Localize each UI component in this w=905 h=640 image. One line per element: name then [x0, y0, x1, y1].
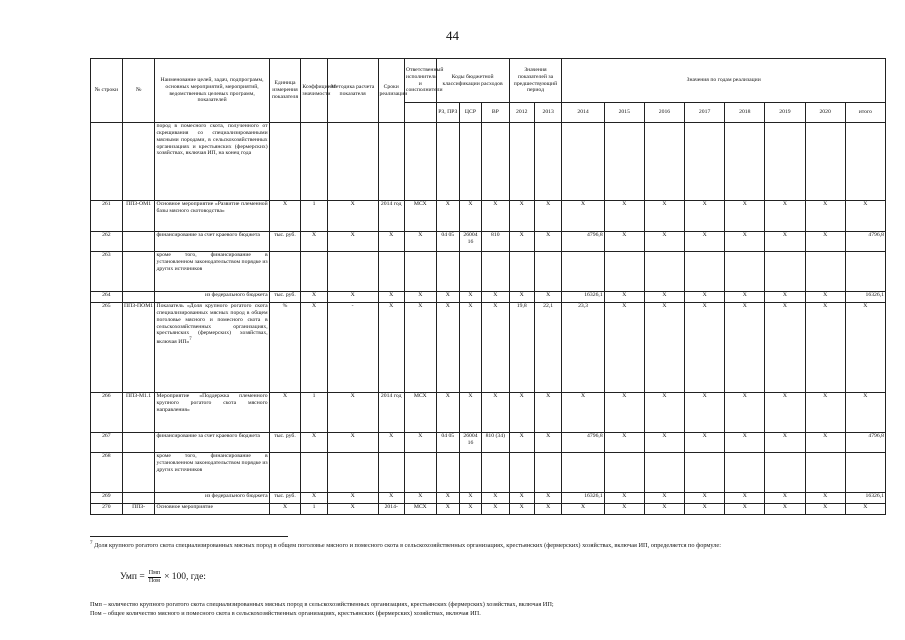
cell-2019: X — [765, 232, 805, 252]
cell-2013: X — [534, 504, 562, 515]
cell-2020: X — [805, 504, 845, 515]
row-name: пород в помесного скота, полученного от скрещивания со специализированными мясными породами, в сельскохозяйственных организациях и крестьянских (фермерских) хозяйствах, включая ИП, на конец года — [155, 123, 269, 201]
cell-coef: X — [301, 493, 327, 504]
cell-2020: X — [805, 433, 845, 453]
cell-coef: 1 — [301, 504, 327, 515]
page-number: 44 — [446, 28, 459, 43]
cell-2019: X — [765, 303, 805, 393]
cell-resp: МСХ — [404, 393, 436, 433]
cell-2018: X — [725, 303, 765, 393]
cell-2019: X — [765, 393, 805, 433]
cell-rz: X — [436, 393, 459, 433]
formula-fraction — [148, 570, 161, 584]
cell-2014: 16326,1 — [562, 292, 604, 303]
row-number: 267 — [91, 433, 123, 453]
cell-2013: X — [534, 201, 562, 232]
formula-numerator: Пмп — [148, 570, 161, 576]
header-y2012: 2012 — [509, 103, 534, 123]
formula-lhs: Умп = — [120, 572, 145, 583]
footnote-mark: 7 — [90, 541, 93, 546]
cell-term: X — [378, 292, 404, 303]
cell-2019: X — [765, 504, 805, 515]
cell-2019: X — [765, 201, 805, 232]
table-row — [91, 252, 886, 292]
cell-unit: X — [269, 504, 301, 515]
footnote-body: Доля крупного рогатого скота специализированных мясных пород в общем поголовье мясного и помесного скота в сельскохозяйственных организациях, крестьянских (фермерских) хозяйствах, включая ИП, определяется по формуле: — [94, 542, 721, 550]
header-y2020: 2020 — [805, 103, 845, 123]
header-name: Наименование целей, задач, подпрограмм, основных мероприятий, мероприятий, ведомственных целевых программ, показателей — [155, 59, 269, 123]
cell-rz: X — [436, 504, 459, 515]
cell-csr: X — [459, 303, 481, 393]
cell-2012: X — [509, 232, 534, 252]
cell-total: 4796,8 — [845, 433, 885, 453]
cell-2020: X — [805, 493, 845, 504]
cell-2016: X — [644, 232, 684, 252]
footnote-divider — [90, 536, 288, 537]
cell-vr: X — [482, 201, 509, 232]
cell-2014: 4796,8 — [562, 232, 604, 252]
cell-2015: X — [604, 292, 644, 303]
row-number: 270 — [91, 504, 123, 515]
cell-csr: X — [459, 493, 481, 504]
cell-resp: X — [404, 433, 436, 453]
cell-rz: X — [436, 292, 459, 303]
cell-vr: X — [482, 393, 509, 433]
row-number: 268 — [91, 453, 123, 493]
cell-resp: X — [404, 232, 436, 252]
table-row — [91, 393, 886, 433]
cell-2012: X — [509, 433, 534, 453]
cell-method: X — [327, 433, 378, 453]
row-name: финансирование за счет краевого бюджета — [155, 232, 269, 252]
row-name: Основное мероприятие «Развитие племенной базы мясного скотоводства» — [155, 201, 269, 232]
table-row — [91, 292, 886, 303]
row-name: из федерального бюджета — [155, 292, 269, 303]
cell-coef: 1 — [301, 201, 327, 232]
cell-csr: 26004 16 — [459, 433, 481, 453]
table-row — [91, 453, 886, 493]
header-coef: Коэффициент значимости — [301, 59, 327, 123]
cell-rz: X — [436, 493, 459, 504]
formula-denominator: Пом — [148, 577, 160, 584]
table-row — [91, 232, 886, 252]
cell-coef: 1 — [301, 393, 327, 433]
row-name: из федерального бюджета — [155, 493, 269, 504]
cell-2014: X — [562, 201, 604, 232]
cell-2019: X — [765, 292, 805, 303]
cell-2018: X — [725, 393, 765, 433]
cell-2020: X — [805, 292, 845, 303]
formula-legend — [90, 601, 880, 618]
cell-method: - — [327, 303, 378, 393]
row-name — [155, 303, 269, 393]
cell-2015: X — [604, 433, 644, 453]
cell-2018: X — [725, 232, 765, 252]
cell-unit: тыс. руб. — [269, 232, 301, 252]
formula — [120, 570, 206, 584]
header-no: № — [122, 59, 155, 123]
cell-term: X — [378, 232, 404, 252]
cell-total: X — [845, 393, 885, 433]
cell-coef: X — [301, 232, 327, 252]
row-name: Мероприятие «Поддержка племенного крупного рогатого скота мясного направления» — [155, 393, 269, 433]
row-code: ППЗ-ПОМ1 — [122, 303, 155, 393]
table-row — [91, 303, 886, 393]
header-y2018: 2018 — [725, 103, 765, 123]
cell-2017: X — [685, 303, 725, 393]
header-y2019: 2019 — [765, 103, 805, 123]
cell-2016: X — [644, 433, 684, 453]
program-table — [90, 58, 886, 515]
cell-csr: 26004 16 — [459, 232, 481, 252]
footnote-ref: 7 — [189, 337, 192, 343]
cell-2014: X — [562, 393, 604, 433]
cell-vr: 810 — [482, 232, 509, 252]
cell-2015: X — [604, 232, 644, 252]
header-y2017: 2017 — [685, 103, 725, 123]
header-codes: Коды бюджетной классификации расходов — [436, 59, 509, 103]
cell-coef: X — [301, 292, 327, 303]
cell-term: 2014 год — [378, 393, 404, 433]
cell-2013: X — [534, 393, 562, 433]
cell-method: X — [327, 232, 378, 252]
cell-2014: 4796,8 — [562, 433, 604, 453]
cell-total: X — [845, 504, 885, 515]
cell-unit: % — [269, 303, 301, 393]
table-row — [91, 433, 886, 453]
header-rz: РЗ, ПРЗ — [436, 103, 459, 123]
cell-2017: X — [685, 504, 725, 515]
header-term: Сроки реализации — [378, 59, 404, 123]
cell-2012: X — [509, 201, 534, 232]
cell-2017: X — [685, 493, 725, 504]
cell-total: X — [845, 201, 885, 232]
cell-vr: X — [482, 493, 509, 504]
cell-term: 2014- — [378, 504, 404, 515]
cell-term: X — [378, 493, 404, 504]
row-name: кроме того, финансирование в установленном законодательством порядке из других источников — [155, 252, 269, 292]
cell-2016: X — [644, 393, 684, 433]
header-resp: Ответственный исполнитель и соисполнители — [404, 59, 436, 103]
cell-2012: X — [509, 393, 534, 433]
table-header — [91, 59, 886, 123]
cell-2014: 23,3 — [562, 303, 604, 393]
cell-2013: X — [534, 493, 562, 504]
cell-total: X — [845, 303, 885, 393]
row-name: Основное мероприятие — [155, 504, 269, 515]
cell-vr: X — [482, 504, 509, 515]
cell-method: X — [327, 393, 378, 433]
cell-csr: X — [459, 201, 481, 232]
row-number: 266 — [91, 393, 123, 433]
cell-2012: X — [509, 504, 534, 515]
cell-method: X — [327, 493, 378, 504]
legend-line-pom: Пом – общее количество мясного и помесного скота в сельскохозяйственных организациях, крестьянских (фермерских) хозяйствах, включая ИП. — [90, 609, 481, 617]
cell-2020: X — [805, 232, 845, 252]
cell-2013: X — [534, 232, 562, 252]
cell-unit: X — [269, 393, 301, 433]
cell-method: X — [327, 504, 378, 515]
header-y2015: 2015 — [604, 103, 644, 123]
row-code: ППЗ-ОМ1 — [122, 201, 155, 232]
header-y2014: 2014 — [562, 103, 604, 123]
cell-rz: 04 05 — [436, 232, 459, 252]
footnote-text — [90, 541, 880, 551]
row-number: 269 — [91, 493, 123, 504]
cell-2013: 22,1 — [534, 303, 562, 393]
header-row-no: № строки — [91, 59, 123, 123]
cell-resp: X — [404, 303, 436, 393]
header-prev: Значения показателей за предшествующий период — [509, 59, 562, 103]
cell-2012: 19,8 — [509, 303, 534, 393]
cell-2018: X — [725, 292, 765, 303]
legend-line-pmp: Пмп – количество крупного рогатого скота специализированных мясных пород в сельскохозяйственных организациях, крестьянских (фермерских) хозяйствах, включая ИП; — [90, 601, 554, 608]
cell-coef: X — [301, 303, 327, 393]
row-number: 262 — [91, 232, 123, 252]
cell-method: X — [327, 292, 378, 303]
cell-unit: тыс. руб. — [269, 433, 301, 453]
cell-csr: X — [459, 504, 481, 515]
header-unit: Единица измерения показателя — [269, 59, 301, 123]
cell-2018: X — [725, 504, 765, 515]
cell-2016: X — [644, 292, 684, 303]
cell-total: 4796,8 — [845, 232, 885, 252]
cell-term: X — [378, 303, 404, 393]
cell-vr: X — [482, 303, 509, 393]
header-y2016: 2016 — [644, 103, 684, 123]
row-name: кроме того, финансирование в установленном законодательством порядке из других источников — [155, 453, 269, 493]
cell-csr: X — [459, 393, 481, 433]
table-row — [91, 123, 886, 201]
table-row — [91, 504, 886, 515]
cell-vr: 810 (34) — [482, 433, 509, 453]
cell-2019: X — [765, 493, 805, 504]
cell-2015: X — [604, 201, 644, 232]
row-number: 264 — [91, 292, 123, 303]
cell-2018: X — [725, 493, 765, 504]
cell-resp: МСХ — [404, 504, 436, 515]
cell-rz: X — [436, 201, 459, 232]
cell-2017: X — [685, 201, 725, 232]
cell-2017: X — [685, 232, 725, 252]
formula-rhs: × 100, где: — [164, 572, 206, 583]
row-code: ППЗ- — [122, 504, 155, 515]
cell-2020: X — [805, 303, 845, 393]
cell-2015: X — [604, 493, 644, 504]
table-row — [91, 201, 886, 232]
cell-2016: X — [644, 303, 684, 393]
header-y2013: 2013 — [534, 103, 562, 123]
row-code: ППЗ-М1.1 — [122, 393, 155, 433]
cell-2020: X — [805, 393, 845, 433]
cell-2016: X — [644, 504, 684, 515]
cell-2017: X — [685, 433, 725, 453]
cell-resp: X — [404, 493, 436, 504]
cell-2016: X — [644, 201, 684, 232]
header-vr: ВР — [482, 103, 509, 123]
row-name-text: Показатель «Доля крупного рогатого скота специализированных мясных пород в общем поголовье мясного и помесного скота в сельскохозяйственных организациях, крестьянских (фермерских) хозяйствах, включая ИП» — [156, 303, 268, 346]
cell-rz: X — [436, 303, 459, 393]
header-resp-cont — [404, 103, 436, 123]
header-by-years: Значения по годам реализации — [562, 59, 886, 103]
cell-term: 2014 год — [378, 201, 404, 232]
cell-total: 16326,1 — [845, 292, 885, 303]
row-number: 263 — [91, 252, 123, 292]
cell-2012: X — [509, 292, 534, 303]
cell-vr: X — [482, 292, 509, 303]
table-row — [91, 493, 886, 504]
cell-2015: X — [604, 303, 644, 393]
cell-csr: X — [459, 292, 481, 303]
cell-unit: X — [269, 201, 301, 232]
cell-term: X — [378, 433, 404, 453]
row-number: 261 — [91, 201, 123, 232]
cell-2017: X — [685, 292, 725, 303]
cell-resp: МСХ — [404, 201, 436, 232]
cell-2016: X — [644, 493, 684, 504]
cell-total: 16326,1 — [845, 493, 885, 504]
cell-2014: X — [562, 504, 604, 515]
cell-method: X — [327, 201, 378, 232]
cell-2018: X — [725, 433, 765, 453]
cell-2015: X — [604, 393, 644, 433]
cell-2013: X — [534, 292, 562, 303]
cell-2017: X — [685, 393, 725, 433]
cell-2018: X — [725, 201, 765, 232]
cell-coef: X — [301, 433, 327, 453]
cell-2012: X — [509, 493, 534, 504]
header-total: итого — [845, 103, 885, 123]
cell-unit: тыс. руб. — [269, 493, 301, 504]
header-csr: ЦСР — [459, 103, 481, 123]
cell-2013: X — [534, 433, 562, 453]
header-method: Методика расчета показателя — [327, 59, 378, 123]
cell-rz: 04 05 — [436, 433, 459, 453]
cell-unit: тыс. руб. — [269, 292, 301, 303]
cell-2014: 16326,1 — [562, 493, 604, 504]
row-name: финансирование за счет краевого бюджета — [155, 433, 269, 453]
row-number: 265 — [91, 303, 123, 393]
cell-resp: X — [404, 292, 436, 303]
cell-2020: X — [805, 201, 845, 232]
cell-2015: X — [604, 504, 644, 515]
cell-2019: X — [765, 433, 805, 453]
